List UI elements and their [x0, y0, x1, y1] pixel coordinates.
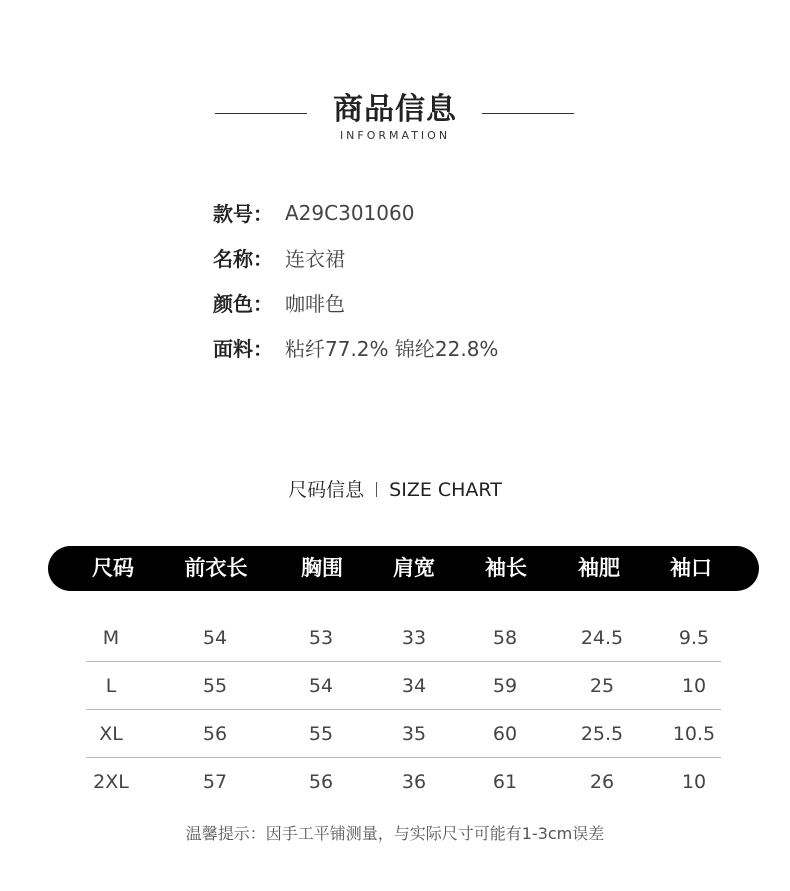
info-label: 面料： — [213, 337, 273, 361]
column-header-sleeve-width: 袖肥 — [578, 556, 620, 580]
table-cell: L — [105, 675, 117, 697]
table-cell: 56 — [308, 771, 334, 793]
column-header-bust: 胸围 — [301, 556, 343, 580]
table-cell: 34 — [401, 675, 427, 697]
table-cell: 58 — [492, 627, 518, 649]
table-cell: 9.5 — [678, 627, 710, 649]
info-value: 咖啡色 — [285, 292, 345, 316]
info-label: 款号： — [213, 202, 273, 226]
info-value: 粘纤77.2% 锦纶22.8% — [285, 337, 499, 361]
table-cell: 55 — [202, 675, 228, 697]
table-cell: 10 — [681, 675, 707, 697]
table-cell: 54 — [308, 675, 334, 697]
section-title: 商品信息 — [333, 92, 457, 127]
table-cell: 25.5 — [580, 723, 624, 745]
table-row — [0, 662, 790, 710]
section-subtitle: INFORMATION — [339, 129, 451, 142]
table-cell: 55 — [308, 723, 334, 745]
header-divider-right — [482, 113, 574, 114]
table-cell: 57 — [202, 771, 228, 793]
title-separator — [376, 482, 377, 497]
table-cell: 10 — [681, 771, 707, 793]
column-header-size: 尺码 — [92, 556, 134, 580]
table-cell: 2XL — [93, 771, 129, 793]
table-cell: 54 — [202, 627, 228, 649]
info-row-style-no — [213, 190, 633, 235]
column-header-sleeve-length: 袖长 — [485, 556, 527, 580]
size-chart-title-cn: 尺码信息 — [288, 479, 365, 501]
table-cell: 61 — [492, 771, 518, 793]
info-label: 名称： — [213, 247, 273, 271]
size-table-header — [48, 546, 759, 591]
table-cell: 25 — [589, 675, 615, 697]
column-header-shoulder: 肩宽 — [393, 556, 435, 580]
size-chart-title-en: SIZE CHART — [389, 479, 502, 501]
column-header-length: 前衣长 — [184, 556, 248, 580]
table-cell: 33 — [401, 627, 427, 649]
info-row-fabric — [213, 325, 633, 370]
table-cell: 36 — [401, 771, 427, 793]
table-cell: 60 — [492, 723, 518, 745]
table-cell: 26 — [589, 771, 615, 793]
section-header — [0, 88, 790, 148]
info-label: 颜色： — [213, 292, 273, 316]
table-cell: 24.5 — [580, 627, 624, 649]
table-cell: 10.5 — [672, 723, 716, 745]
size-chart-title — [0, 476, 790, 504]
measurement-note: 温馨提示：因手工平铺测量，与实际尺寸可能有1-3cm误差 — [185, 824, 605, 843]
product-info — [213, 190, 633, 370]
size-table-body — [0, 614, 790, 806]
info-row-name — [213, 235, 633, 280]
info-value: 连衣裙 — [285, 247, 345, 271]
info-row-color — [213, 280, 633, 325]
table-cell: M — [102, 627, 120, 649]
column-header-cuff: 袖口 — [670, 556, 712, 580]
table-cell: XL — [99, 723, 123, 745]
table-cell: 59 — [492, 675, 518, 697]
table-row — [0, 614, 790, 662]
table-row — [0, 758, 790, 806]
table-row — [0, 710, 790, 758]
info-value: A29C301060 — [285, 200, 415, 225]
table-cell: 53 — [308, 627, 334, 649]
table-cell: 56 — [202, 723, 228, 745]
table-cell: 35 — [401, 723, 427, 745]
